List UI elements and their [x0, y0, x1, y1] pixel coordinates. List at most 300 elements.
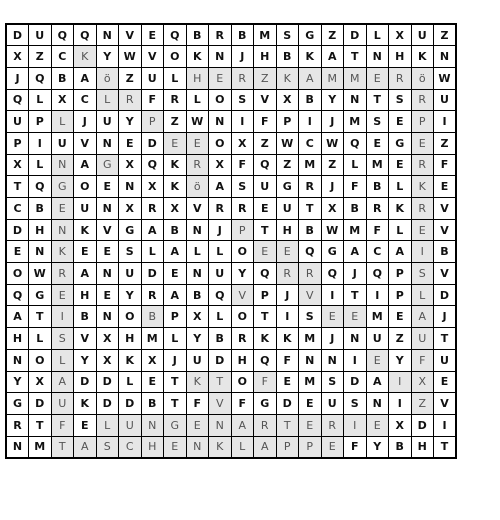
grid-cell[interactable]: Q	[366, 263, 389, 285]
grid-cell[interactable]: R	[209, 198, 232, 220]
grid-cell[interactable]: X	[186, 306, 209, 328]
grid-cell[interactable]: E	[276, 241, 299, 263]
grid-cell[interactable]: H	[29, 219, 52, 241]
grid-cell[interactable]: O	[6, 263, 29, 285]
grid-cell[interactable]: K	[276, 328, 299, 350]
grid-cell[interactable]: S	[411, 263, 434, 285]
grid-cell[interactable]: U	[141, 67, 164, 89]
grid-cell[interactable]: J	[321, 176, 344, 198]
grid-cell[interactable]: E	[164, 436, 187, 458]
grid-cell[interactable]: W	[29, 263, 52, 285]
grid-cell[interactable]: N	[96, 306, 119, 328]
grid-cell[interactable]: V	[186, 198, 209, 220]
grid-cell[interactable]: E	[119, 132, 142, 154]
grid-cell[interactable]: G	[254, 393, 277, 415]
grid-cell[interactable]: E	[411, 219, 434, 241]
grid-cell[interactable]: E	[411, 132, 434, 154]
grid-cell[interactable]: P	[6, 132, 29, 154]
grid-cell[interactable]: T	[6, 176, 29, 198]
grid-cell[interactable]: D	[344, 371, 367, 393]
grid-cell[interactable]: V	[74, 132, 97, 154]
grid-cell[interactable]: H	[389, 46, 412, 68]
grid-cell[interactable]: X	[321, 198, 344, 220]
grid-cell[interactable]: A	[141, 219, 164, 241]
grid-cell[interactable]: L	[51, 111, 74, 133]
grid-cell[interactable]: T	[254, 306, 277, 328]
grid-cell[interactable]: N	[344, 89, 367, 111]
grid-cell[interactable]: O	[74, 176, 97, 198]
grid-cell[interactable]: M	[29, 436, 52, 458]
grid-cell[interactable]: H	[276, 219, 299, 241]
grid-cell[interactable]: Q	[141, 154, 164, 176]
grid-cell[interactable]: Y	[186, 328, 209, 350]
grid-cell[interactable]: Y	[6, 371, 29, 393]
grid-cell[interactable]: Q	[164, 24, 187, 46]
grid-cell[interactable]: F	[254, 371, 277, 393]
grid-cell[interactable]: N	[96, 24, 119, 46]
grid-cell[interactable]: I	[366, 284, 389, 306]
grid-cell[interactable]: R	[141, 198, 164, 220]
grid-cell[interactable]: Y	[389, 349, 412, 371]
grid-cell[interactable]: Q	[344, 132, 367, 154]
grid-cell[interactable]: O	[164, 46, 187, 68]
grid-cell[interactable]: K	[51, 241, 74, 263]
grid-cell[interactable]: T	[209, 371, 232, 393]
grid-cell[interactable]: J	[164, 349, 187, 371]
grid-cell[interactable]: A	[411, 306, 434, 328]
grid-cell[interactable]: K	[74, 46, 97, 68]
grid-cell[interactable]: K	[74, 219, 97, 241]
grid-cell[interactable]: B	[186, 284, 209, 306]
grid-cell[interactable]: P	[276, 436, 299, 458]
grid-cell[interactable]: O	[231, 371, 254, 393]
grid-cell[interactable]: D	[96, 371, 119, 393]
grid-cell[interactable]: W	[276, 132, 299, 154]
grid-cell[interactable]: D	[74, 371, 97, 393]
grid-cell[interactable]: R	[411, 198, 434, 220]
grid-cell[interactable]: F	[254, 111, 277, 133]
grid-cell[interactable]: N	[186, 436, 209, 458]
grid-cell[interactable]: S	[344, 393, 367, 415]
grid-cell[interactable]: V	[254, 89, 277, 111]
grid-cell[interactable]: L	[389, 176, 412, 198]
grid-cell[interactable]: Y	[231, 263, 254, 285]
grid-cell[interactable]: J	[6, 67, 29, 89]
grid-cell[interactable]: C	[119, 436, 142, 458]
grid-cell[interactable]: W	[321, 132, 344, 154]
grid-cell[interactable]: U	[96, 111, 119, 133]
grid-cell[interactable]: K	[164, 154, 187, 176]
grid-cell[interactable]: E	[434, 371, 457, 393]
grid-cell[interactable]: G	[119, 219, 142, 241]
grid-cell[interactable]: U	[51, 132, 74, 154]
grid-cell[interactable]: S	[119, 241, 142, 263]
grid-cell[interactable]: Z	[321, 154, 344, 176]
grid-cell[interactable]: R	[141, 284, 164, 306]
grid-cell[interactable]: D	[141, 132, 164, 154]
grid-cell[interactable]: S	[231, 89, 254, 111]
grid-cell[interactable]: F	[141, 89, 164, 111]
grid-cell[interactable]: ö	[186, 176, 209, 198]
grid-cell[interactable]: C	[366, 241, 389, 263]
grid-cell[interactable]: U	[186, 349, 209, 371]
grid-cell[interactable]: N	[366, 393, 389, 415]
grid-cell[interactable]: I	[434, 111, 457, 133]
grid-cell[interactable]: B	[434, 241, 457, 263]
grid-cell[interactable]: X	[141, 176, 164, 198]
grid-cell[interactable]: T	[29, 414, 52, 436]
grid-cell[interactable]: E	[164, 132, 187, 154]
grid-cell[interactable]: T	[344, 46, 367, 68]
grid-cell[interactable]: D	[411, 414, 434, 436]
grid-cell[interactable]: R	[231, 67, 254, 89]
grid-cell[interactable]: E	[74, 414, 97, 436]
grid-cell[interactable]: R	[411, 89, 434, 111]
grid-cell[interactable]: Y	[96, 46, 119, 68]
grid-cell[interactable]: I	[29, 132, 52, 154]
grid-cell[interactable]: H	[186, 67, 209, 89]
grid-cell[interactable]: U	[74, 198, 97, 220]
grid-cell[interactable]: T	[254, 219, 277, 241]
grid-cell[interactable]: M	[299, 154, 322, 176]
grid-cell[interactable]: L	[366, 24, 389, 46]
grid-cell[interactable]: J	[276, 284, 299, 306]
grid-cell[interactable]: D	[6, 219, 29, 241]
grid-cell[interactable]: Z	[389, 328, 412, 350]
grid-cell[interactable]: E	[299, 414, 322, 436]
grid-cell[interactable]: U	[321, 393, 344, 415]
grid-cell[interactable]: P	[254, 284, 277, 306]
grid-cell[interactable]: E	[51, 284, 74, 306]
grid-cell[interactable]: F	[344, 436, 367, 458]
grid-cell[interactable]: N	[51, 219, 74, 241]
grid-cell[interactable]: L	[344, 154, 367, 176]
grid-cell[interactable]: T	[51, 436, 74, 458]
grid-cell[interactable]: K	[186, 46, 209, 68]
grid-cell[interactable]: I	[231, 111, 254, 133]
grid-cell[interactable]: N	[209, 414, 232, 436]
grid-cell[interactable]: T	[344, 284, 367, 306]
grid-cell[interactable]: Q	[6, 89, 29, 111]
grid-cell[interactable]: E	[141, 371, 164, 393]
grid-cell[interactable]: E	[96, 176, 119, 198]
grid-cell[interactable]: P	[164, 306, 187, 328]
grid-cell[interactable]: Z	[434, 132, 457, 154]
grid-cell[interactable]: Q	[74, 24, 97, 46]
grid-cell[interactable]: I	[344, 414, 367, 436]
grid-cell[interactable]: K	[164, 176, 187, 198]
grid-cell[interactable]: N	[366, 46, 389, 68]
grid-cell[interactable]: I	[434, 414, 457, 436]
grid-cell[interactable]: U	[51, 393, 74, 415]
grid-cell[interactable]: W	[119, 46, 142, 68]
grid-cell[interactable]: A	[299, 67, 322, 89]
grid-cell[interactable]: D	[6, 24, 29, 46]
grid-cell[interactable]: M	[344, 67, 367, 89]
grid-cell[interactable]: Q	[254, 349, 277, 371]
grid-cell[interactable]: U	[276, 198, 299, 220]
grid-cell[interactable]: E	[254, 198, 277, 220]
grid-cell[interactable]: I	[389, 371, 412, 393]
grid-cell[interactable]: R	[164, 89, 187, 111]
grid-cell[interactable]: H	[6, 328, 29, 350]
grid-cell[interactable]: P	[411, 111, 434, 133]
grid-cell[interactable]: L	[29, 328, 52, 350]
grid-cell[interactable]: L	[119, 371, 142, 393]
grid-cell[interactable]: P	[389, 263, 412, 285]
grid-cell[interactable]: E	[344, 306, 367, 328]
grid-cell[interactable]: N	[209, 111, 232, 133]
grid-cell[interactable]: B	[389, 436, 412, 458]
grid-cell[interactable]: X	[96, 328, 119, 350]
grid-cell[interactable]: B	[344, 198, 367, 220]
grid-cell[interactable]: M	[344, 219, 367, 241]
grid-cell[interactable]: N	[51, 154, 74, 176]
grid-cell[interactable]: G	[299, 24, 322, 46]
grid-cell[interactable]: V	[299, 284, 322, 306]
grid-cell[interactable]: I	[321, 284, 344, 306]
grid-cell[interactable]: K	[74, 393, 97, 415]
grid-cell[interactable]: O	[231, 306, 254, 328]
grid-cell[interactable]: A	[74, 436, 97, 458]
grid-cell[interactable]: E	[164, 263, 187, 285]
grid-cell[interactable]: X	[389, 24, 412, 46]
grid-cell[interactable]: E	[186, 414, 209, 436]
grid-cell[interactable]: W	[321, 219, 344, 241]
grid-cell[interactable]: L	[96, 414, 119, 436]
grid-cell[interactable]: K	[389, 198, 412, 220]
grid-cell[interactable]: X	[231, 132, 254, 154]
grid-cell[interactable]: S	[321, 371, 344, 393]
grid-cell[interactable]: B	[29, 198, 52, 220]
grid-cell[interactable]: B	[51, 67, 74, 89]
grid-cell[interactable]: D	[434, 284, 457, 306]
grid-cell[interactable]: Z	[434, 24, 457, 46]
grid-cell[interactable]: D	[344, 24, 367, 46]
grid-cell[interactable]: E	[96, 241, 119, 263]
grid-cell[interactable]: O	[119, 306, 142, 328]
grid-cell[interactable]: E	[51, 198, 74, 220]
grid-cell[interactable]: R	[276, 263, 299, 285]
grid-cell[interactable]: U	[411, 24, 434, 46]
grid-cell[interactable]: J	[321, 328, 344, 350]
grid-cell[interactable]: X	[141, 349, 164, 371]
grid-cell[interactable]: P	[389, 284, 412, 306]
grid-cell[interactable]: A	[254, 436, 277, 458]
grid-cell[interactable]: L	[209, 241, 232, 263]
grid-cell[interactable]: E	[6, 241, 29, 263]
grid-cell[interactable]: T	[434, 436, 457, 458]
grid-cell[interactable]: L	[29, 154, 52, 176]
grid-cell[interactable]: Q	[254, 154, 277, 176]
grid-cell[interactable]: X	[6, 46, 29, 68]
grid-cell[interactable]: K	[209, 436, 232, 458]
grid-cell[interactable]: N	[119, 176, 142, 198]
grid-cell[interactable]: P	[231, 219, 254, 241]
grid-cell[interactable]: P	[276, 111, 299, 133]
grid-cell[interactable]: Z	[254, 132, 277, 154]
grid-cell[interactable]: E	[209, 67, 232, 89]
grid-cell[interactable]: E	[366, 67, 389, 89]
grid-cell[interactable]: ö	[411, 67, 434, 89]
grid-cell[interactable]: X	[29, 371, 52, 393]
grid-cell[interactable]: N	[344, 328, 367, 350]
grid-cell[interactable]: P	[141, 111, 164, 133]
grid-cell[interactable]: R	[254, 414, 277, 436]
grid-cell[interactable]: T	[299, 198, 322, 220]
grid-cell[interactable]: Q	[6, 284, 29, 306]
grid-cell[interactable]: X	[411, 371, 434, 393]
grid-cell[interactable]: X	[164, 198, 187, 220]
grid-cell[interactable]: X	[6, 154, 29, 176]
grid-cell[interactable]: T	[164, 393, 187, 415]
grid-cell[interactable]: P	[299, 436, 322, 458]
grid-cell[interactable]: U	[411, 328, 434, 350]
grid-cell[interactable]: Q	[209, 284, 232, 306]
grid-cell[interactable]: O	[209, 89, 232, 111]
grid-cell[interactable]: I	[51, 306, 74, 328]
grid-cell[interactable]: R	[6, 414, 29, 436]
grid-cell[interactable]: E	[389, 111, 412, 133]
grid-cell[interactable]: V	[209, 393, 232, 415]
grid-cell[interactable]: N	[186, 263, 209, 285]
grid-cell[interactable]: B	[276, 46, 299, 68]
grid-cell[interactable]: E	[74, 241, 97, 263]
grid-cell[interactable]: X	[119, 198, 142, 220]
grid-cell[interactable]: U	[29, 24, 52, 46]
grid-cell[interactable]: T	[276, 414, 299, 436]
grid-cell[interactable]: S	[389, 89, 412, 111]
grid-cell[interactable]: N	[6, 436, 29, 458]
grid-cell[interactable]: A	[51, 371, 74, 393]
grid-cell[interactable]: X	[119, 154, 142, 176]
grid-cell[interactable]: G	[29, 284, 52, 306]
grid-cell[interactable]: S	[96, 436, 119, 458]
grid-cell[interactable]: S	[366, 111, 389, 133]
grid-cell[interactable]: U	[209, 263, 232, 285]
grid-cell[interactable]: J	[74, 111, 97, 133]
grid-cell[interactable]: F	[344, 176, 367, 198]
grid-cell[interactable]: S	[51, 328, 74, 350]
grid-cell[interactable]: ö	[96, 67, 119, 89]
grid-cell[interactable]: L	[411, 284, 434, 306]
grid-cell[interactable]: F	[411, 349, 434, 371]
grid-cell[interactable]: V	[141, 46, 164, 68]
grid-cell[interactable]: O	[231, 241, 254, 263]
grid-cell[interactable]: G	[51, 176, 74, 198]
grid-cell[interactable]: Q	[254, 263, 277, 285]
grid-cell[interactable]: Z	[29, 46, 52, 68]
grid-cell[interactable]: B	[141, 393, 164, 415]
grid-cell[interactable]: C	[51, 46, 74, 68]
grid-cell[interactable]: D	[119, 393, 142, 415]
grid-cell[interactable]: N	[29, 241, 52, 263]
grid-cell[interactable]: U	[366, 328, 389, 350]
grid-cell[interactable]: G	[276, 176, 299, 198]
grid-cell[interactable]: S	[276, 24, 299, 46]
grid-cell[interactable]: R	[299, 263, 322, 285]
grid-cell[interactable]: M	[141, 328, 164, 350]
grid-cell[interactable]: R	[119, 89, 142, 111]
grid-cell[interactable]: Y	[321, 89, 344, 111]
grid-cell[interactable]: D	[96, 393, 119, 415]
grid-cell[interactable]: E	[366, 132, 389, 154]
grid-cell[interactable]: E	[321, 436, 344, 458]
grid-cell[interactable]: N	[434, 46, 457, 68]
grid-cell[interactable]: A	[366, 371, 389, 393]
grid-cell[interactable]: H	[254, 46, 277, 68]
grid-cell[interactable]: N	[6, 349, 29, 371]
grid-cell[interactable]: U	[6, 111, 29, 133]
grid-cell[interactable]: L	[389, 219, 412, 241]
grid-cell[interactable]: E	[299, 393, 322, 415]
grid-cell[interactable]: G	[389, 132, 412, 154]
grid-cell[interactable]: X	[389, 414, 412, 436]
grid-cell[interactable]: L	[51, 349, 74, 371]
grid-cell[interactable]: A	[344, 241, 367, 263]
grid-cell[interactable]: S	[299, 306, 322, 328]
grid-cell[interactable]: U	[434, 89, 457, 111]
grid-cell[interactable]: E	[321, 306, 344, 328]
grid-cell[interactable]: Q	[321, 263, 344, 285]
grid-cell[interactable]: L	[186, 89, 209, 111]
grid-cell[interactable]: Y	[119, 111, 142, 133]
grid-cell[interactable]: L	[29, 89, 52, 111]
grid-cell[interactable]: B	[366, 176, 389, 198]
grid-cell[interactable]: X	[96, 349, 119, 371]
grid-cell[interactable]: A	[164, 284, 187, 306]
grid-cell[interactable]: K	[411, 46, 434, 68]
grid-cell[interactable]: V	[434, 219, 457, 241]
grid-cell[interactable]: Q	[29, 176, 52, 198]
grid-cell[interactable]: M	[344, 111, 367, 133]
grid-cell[interactable]: E	[254, 241, 277, 263]
grid-cell[interactable]: J	[344, 263, 367, 285]
grid-cell[interactable]: D	[276, 393, 299, 415]
grid-cell[interactable]: L	[164, 328, 187, 350]
grid-cell[interactable]: A	[74, 67, 97, 89]
grid-cell[interactable]: E	[96, 284, 119, 306]
grid-cell[interactable]: J	[434, 306, 457, 328]
grid-cell[interactable]: K	[299, 46, 322, 68]
grid-cell[interactable]: Y	[119, 284, 142, 306]
grid-cell[interactable]: B	[141, 306, 164, 328]
grid-cell[interactable]: R	[231, 328, 254, 350]
grid-cell[interactable]: M	[366, 154, 389, 176]
grid-cell[interactable]: R	[186, 154, 209, 176]
grid-cell[interactable]: I	[411, 241, 434, 263]
grid-cell[interactable]: H	[411, 436, 434, 458]
grid-cell[interactable]: A	[231, 414, 254, 436]
grid-cell[interactable]: R	[321, 414, 344, 436]
grid-cell[interactable]: L	[209, 306, 232, 328]
grid-cell[interactable]: V	[434, 393, 457, 415]
grid-cell[interactable]: B	[299, 219, 322, 241]
grid-cell[interactable]: A	[74, 154, 97, 176]
grid-cell[interactable]: V	[231, 284, 254, 306]
grid-cell[interactable]: I	[389, 393, 412, 415]
grid-cell[interactable]: L	[231, 436, 254, 458]
grid-cell[interactable]: L	[141, 241, 164, 263]
grid-cell[interactable]: L	[186, 241, 209, 263]
grid-cell[interactable]: B	[74, 306, 97, 328]
grid-cell[interactable]: U	[434, 349, 457, 371]
grid-cell[interactable]: K	[186, 371, 209, 393]
grid-cell[interactable]: K	[119, 349, 142, 371]
grid-cell[interactable]: R	[299, 176, 322, 198]
grid-cell[interactable]: X	[276, 89, 299, 111]
grid-cell[interactable]: T	[366, 89, 389, 111]
